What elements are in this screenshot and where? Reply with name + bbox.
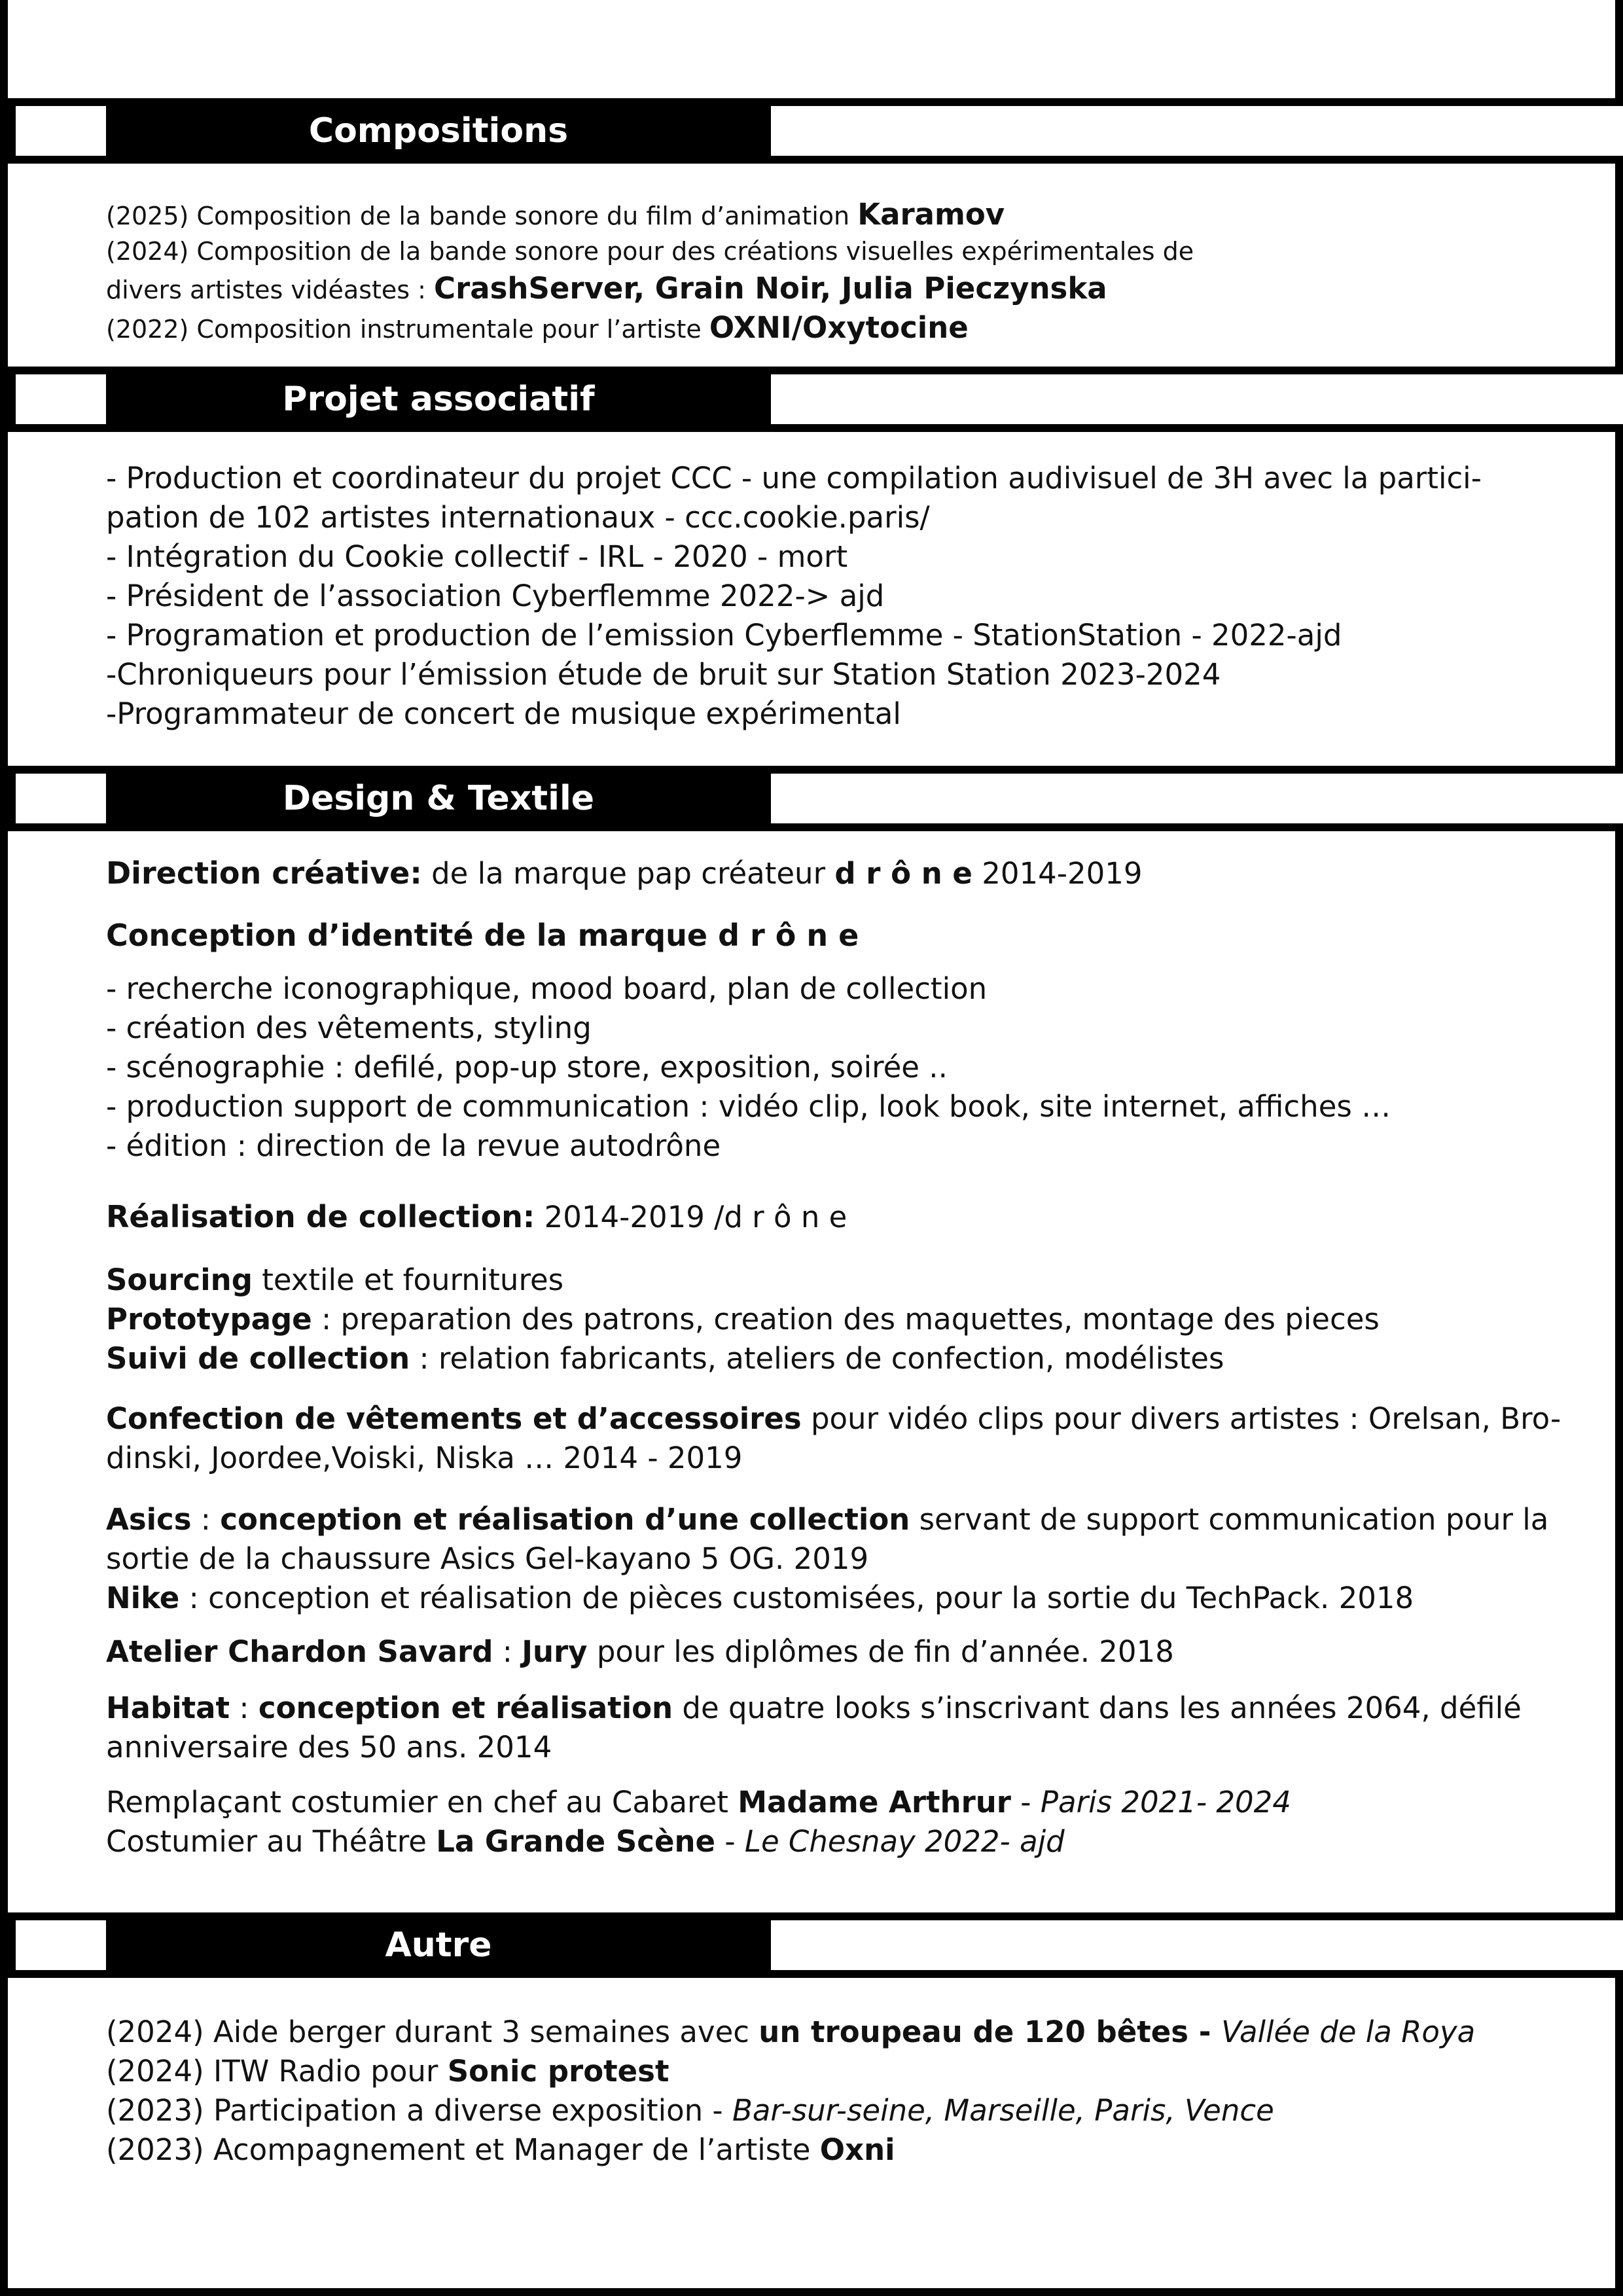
bullet-list: [106, 969, 1565, 1166]
asics-block: Asics : conception et réalisation d’une collection servant de support communication pour la sortie de la chaussure Asics Gel-kayano 5 OG. 2019 Nike : conception et réalisation de pièces customisées, pour la sortie du TechPack. 2018: [106, 1500, 1565, 1618]
list-item: - recherche iconographique, mood board, plan de collection: [106, 971, 988, 1006]
atelier-line: Atelier Chardon Savard : Jury pour les diplômes de fin d’année. 2018: [106, 1634, 1174, 1669]
conception-heading: Conception d’identité de la marque d r ô n e: [106, 918, 859, 953]
list-item: pation de 102 artistes internationaux - ccc.cookie.paris/: [106, 500, 930, 535]
section-header-autre: [8, 1912, 1623, 1978]
section-title: Autre: [385, 1926, 492, 1965]
list-item: - Intégration du Cookie collectif - IRL - 2020 - mort: [106, 539, 848, 574]
list-item: (2024) ITW Radio pour Sonic protest: [106, 2054, 669, 2089]
sourcing-line: Sourcing textile et fournitures: [106, 1263, 564, 1297]
section-title: Design & Textile: [282, 779, 595, 818]
section-title: Projet associatif: [282, 380, 595, 419]
nike-line: Nike : conception et réalisation de pièces customisées, pour la sortie du TechPack. 2018: [106, 1581, 1414, 1615]
list-item: - Production et coordinateur du projet CCC - une compilation audivisuel de 3H avec la partici-: [106, 461, 1482, 495]
list-item: - production support de communication : vidéo clip, look book, site internet, affiches …: [106, 1089, 1391, 1124]
cabaret-line: Remplaçant costumier en chef au Cabaret Madame Arthrur - Paris 2021- 2024: [106, 1785, 1291, 1820]
direction-line: Direction créative: de la marque pap créateur d r ô n e 2014-2019: [106, 855, 1143, 891]
list-item: (2024) Aide berger durant 3 semaines avec un troupeau de 120 bêtes - Vallée de la Roya: [106, 2015, 1476, 2049]
list-item: (2025) Composition de la bande sonore du film d’animation Karamov: [106, 197, 1005, 232]
list-item: -Chroniqueurs pour l’émission étude de bruit sur Station Station 2023-2024: [106, 657, 1221, 692]
confection-block: Confection de vêtements et d’accessoires pour vidéo clips pour divers artistes : Orelsan, Bro- dinski, Joordee,Voiski, Niska … 2014 - 2019: [106, 1401, 1561, 1475]
list-item: - création des vêtements, styling: [106, 1011, 592, 1045]
habitat-block: Habitat : conception et réalisation de quatre looks s’inscrivant dans les années 2064, défilé anniversaire des 50 ans. 2014: [106, 1691, 1522, 1765]
costumier-block: [106, 1783, 1565, 1861]
list-item: (2024) Composition de la bande sonore pour des créations visuelles expérimentales de: [106, 237, 1194, 266]
autre-section: [106, 2013, 1565, 2170]
section-header-projet: [8, 367, 1623, 432]
projet-section: [106, 459, 1565, 734]
list-item: - scénographie : defilé, pop-up store, exposition, soirée ..: [106, 1050, 948, 1085]
list-item: - édition : direction de la revue autodrône: [106, 1128, 721, 1163]
list-item: (2023) Acompagnement et Manager de l’artiste Oxni: [106, 2132, 895, 2167]
realisation-line: Réalisation de collection: 2014-2019 /d r ô n e: [106, 1199, 847, 1234]
prototypage-line: Prototypage : preparation des patrons, creation des maquettes, montage des pieces: [106, 1302, 1380, 1336]
compositions-section: [106, 195, 1565, 348]
list-item: - Programation et production de l’emission Cyberflemme - StationStation - 2022-ajd: [106, 618, 1342, 653]
section-title: Compositions: [308, 111, 569, 151]
section-header-design: [8, 766, 1623, 831]
list-item: -Programmateur de concert de musique expérimental: [106, 696, 901, 731]
list-item: (2023) Participation a diverse exposition - Bar-sur-seine, Marseille, Paris, Vence: [106, 2093, 1274, 2128]
list-item: - Président de l’association Cyberflemme 2022-> ajd: [106, 579, 885, 613]
suivi-line: Suivi de collection : relation fabricants, ateliers de confection, modélistes: [106, 1341, 1224, 1376]
production-block: [106, 1261, 1565, 1378]
list-item: divers artistes vidéastes : CrashServer, Grain Noir, Julia Pieczynska: [106, 271, 1107, 306]
section-header-compositions: [8, 98, 1623, 164]
list-item: (2022) Composition instrumentale pour l’artiste OXNI/Oxytocine: [106, 310, 969, 345]
design-section: [106, 853, 1565, 1861]
theatre-line: Costumier au Théâtre La Grande Scène - Le Chesnay 2022- ajd: [106, 1824, 1065, 1859]
